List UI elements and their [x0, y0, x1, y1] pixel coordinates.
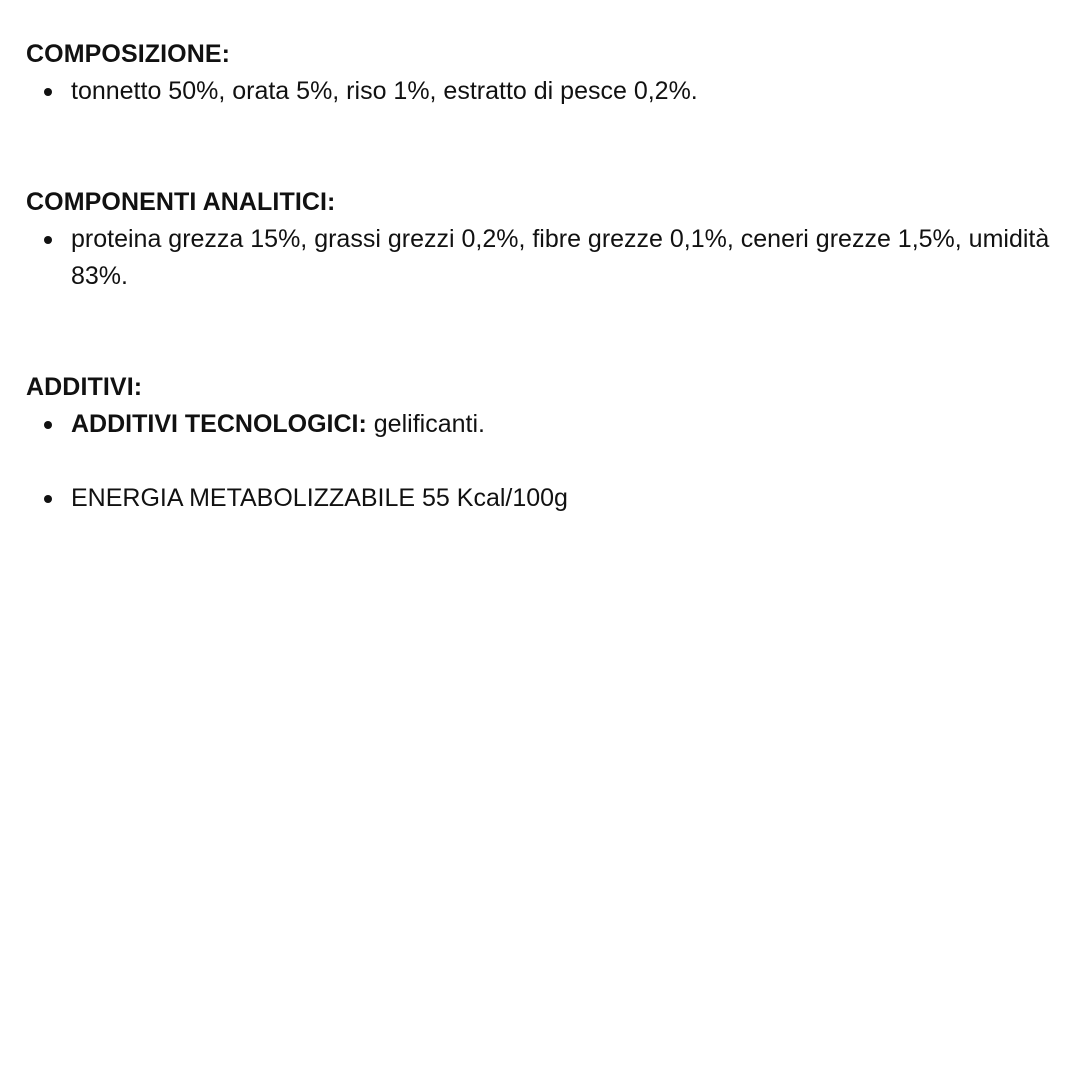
bullet-icon — [44, 236, 52, 244]
list-componenti-analitici — [26, 221, 1056, 295]
section-energia — [26, 480, 1056, 517]
list-item — [26, 406, 1056, 443]
list-item-text: proteina grezza 15%, grassi grezzi 0,2%, fibre grezze 0,1%, ceneri grezze 1,5%, umidità 83%. — [71, 225, 1050, 290]
list-item — [26, 480, 1056, 517]
bullet-icon — [44, 88, 52, 96]
list-additivi — [26, 406, 1056, 443]
bullet-icon — [44, 495, 52, 503]
list-item — [26, 221, 1056, 295]
bullet-icon — [44, 421, 52, 429]
section-componenti-analitici — [26, 184, 1056, 295]
list-item-text: gelificanti. — [366, 410, 485, 438]
list-item-label: ADDITIVI TECNOLOGICI: — [71, 410, 367, 438]
list-item — [26, 73, 1056, 110]
section-title-composizione: COMPOSIZIONE: — [26, 40, 231, 68]
list-item-text: ENERGIA METABOLIZZABILE 55 Kcal/100g — [71, 484, 568, 512]
list-energia — [26, 480, 1056, 517]
section-composizione — [26, 36, 1056, 110]
section-title-componenti-analitici: COMPONENTI ANALITICI: — [26, 188, 336, 216]
list-item-text: tonnetto 50%, orata 5%, riso 1%, estratto di pesce 0,2%. — [71, 77, 698, 105]
section-title-additivi: ADDITIVI: — [26, 373, 143, 401]
section-additivi — [26, 369, 1056, 443]
list-composizione — [26, 73, 1056, 110]
